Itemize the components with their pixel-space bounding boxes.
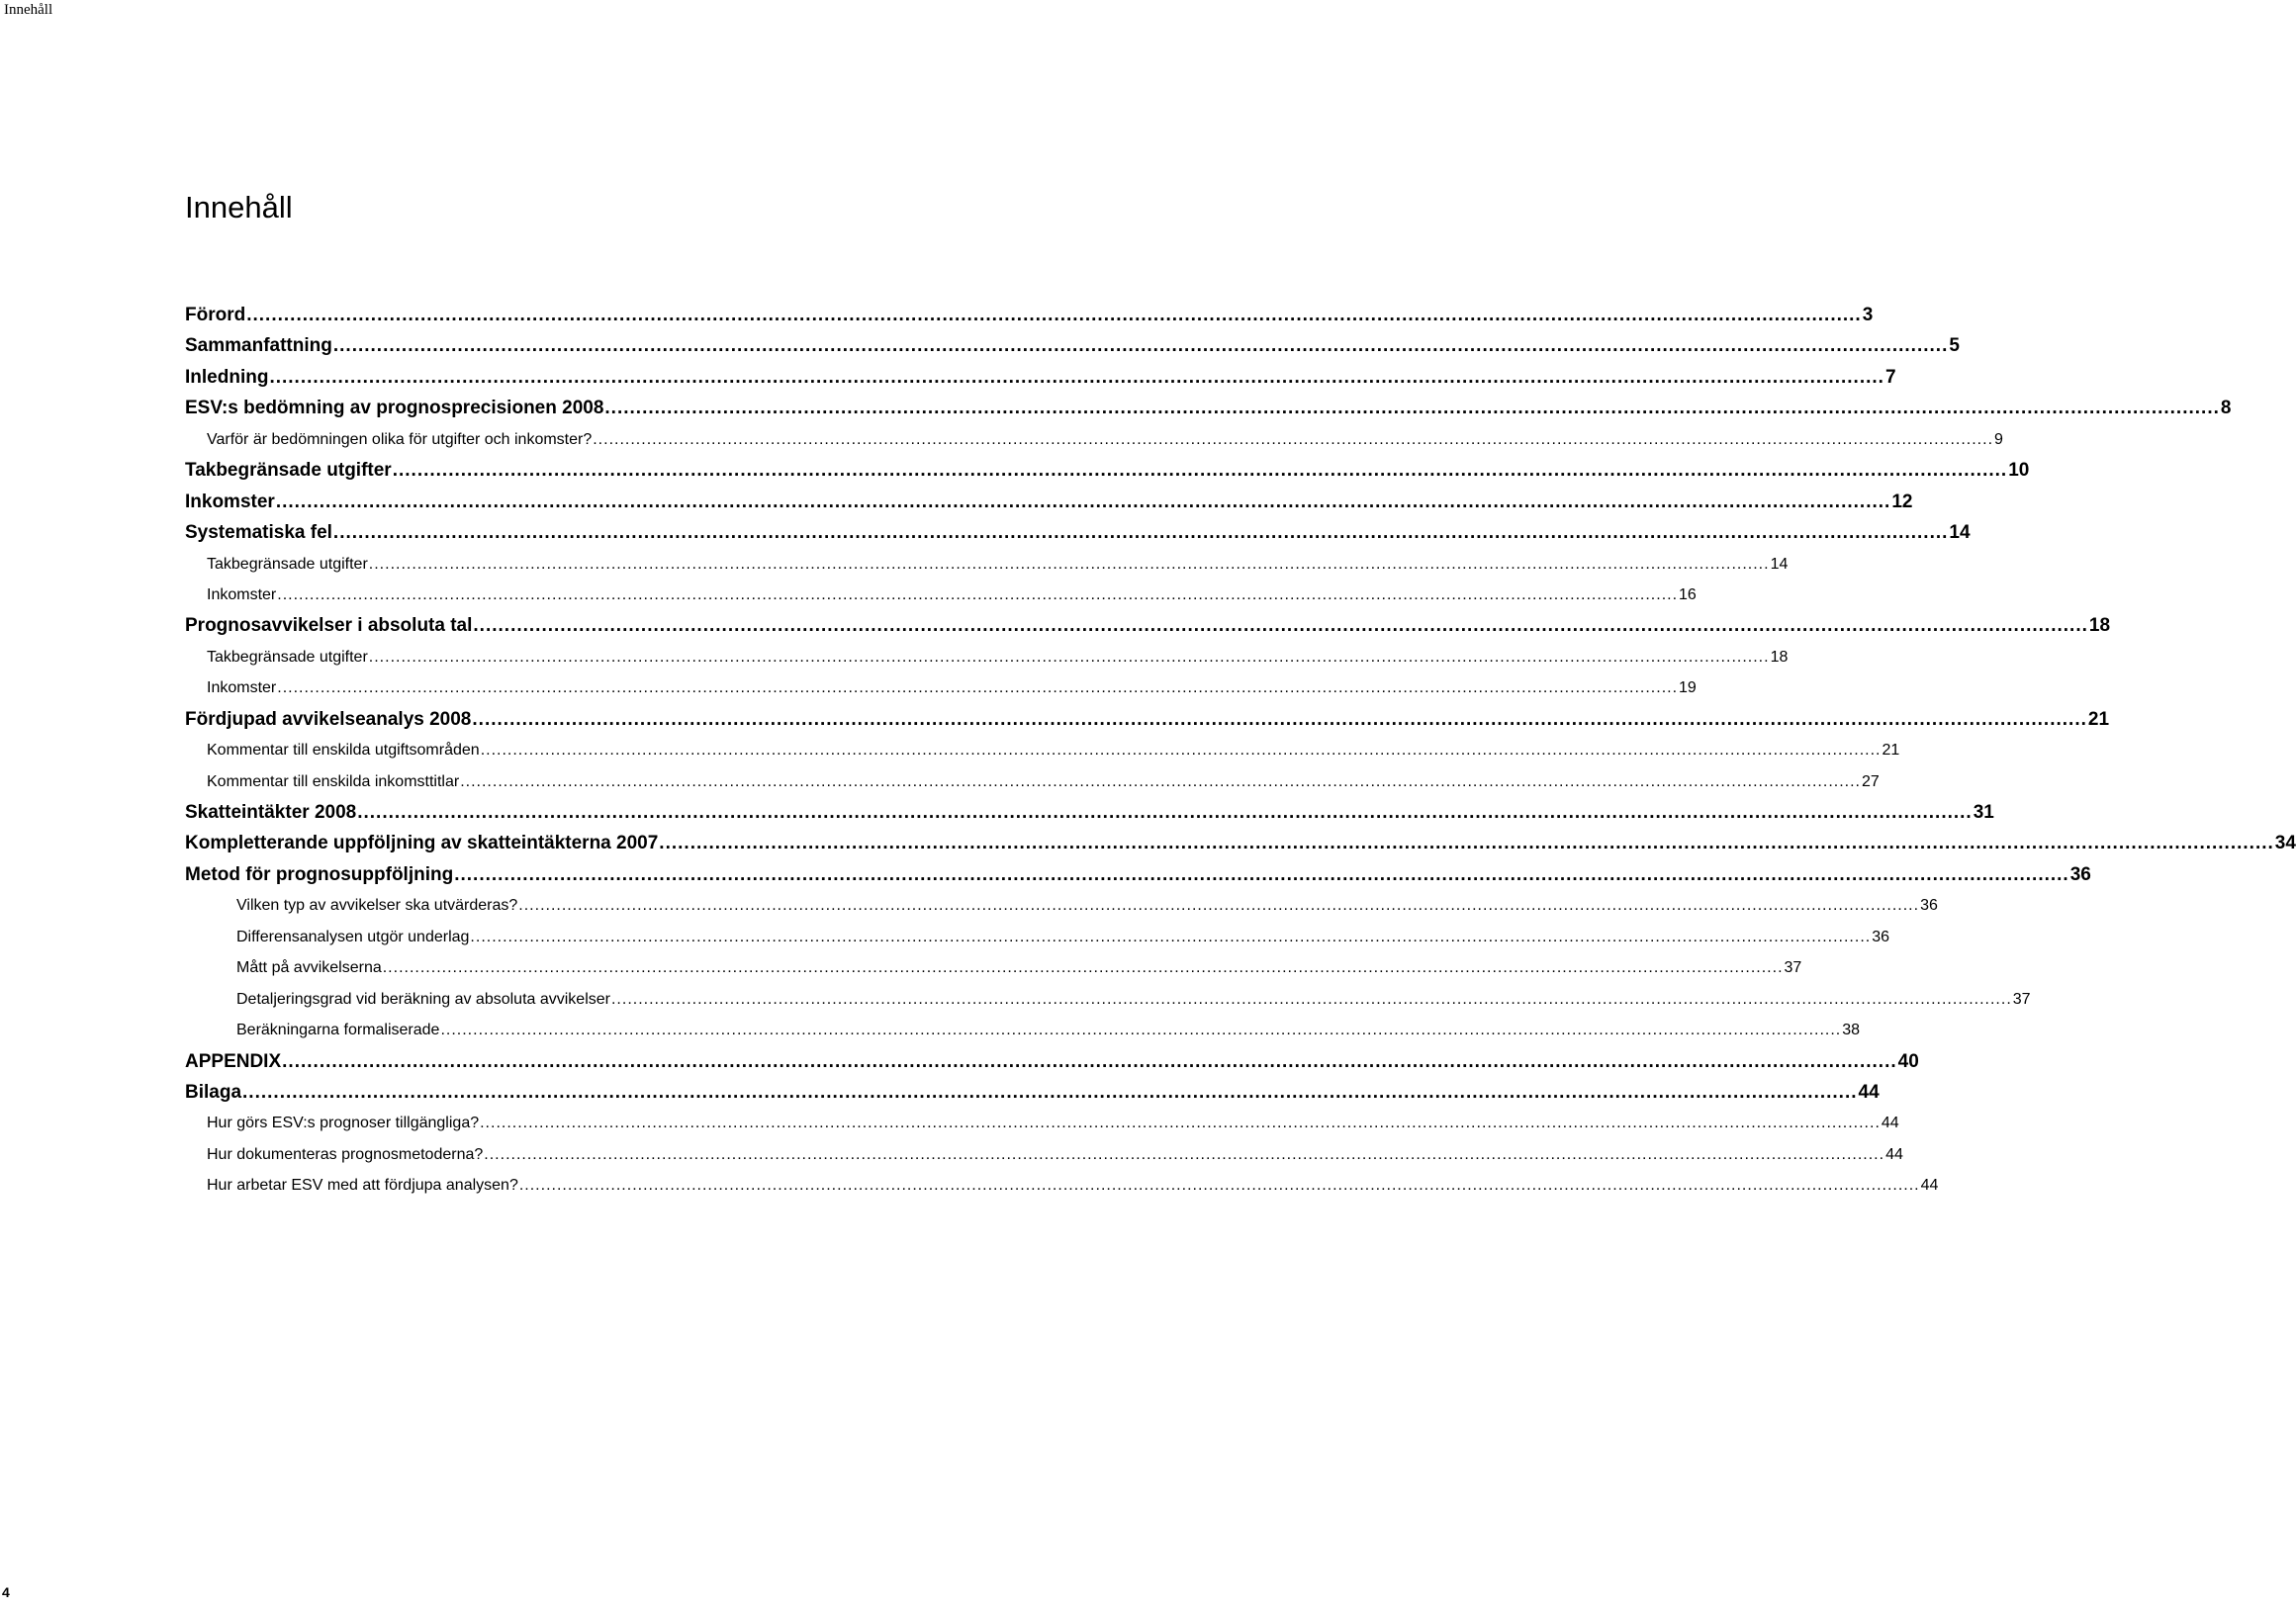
toc-leader-dots: .................................................................................................................................................................................................................................................................... bbox=[518, 1177, 1920, 1195]
toc-entry-page[interactable]: 14 bbox=[1770, 555, 1789, 573]
page-number: 4 bbox=[2, 1584, 10, 1600]
toc-entry[interactable] bbox=[0, 330, 1960, 361]
toc-entry[interactable] bbox=[0, 1077, 1880, 1108]
toc-entry[interactable] bbox=[0, 610, 2111, 641]
toc-entry-line[interactable] bbox=[185, 487, 1913, 517]
toc-leader-dots: .................................................................................................................................................................................................................................................................... bbox=[275, 491, 1891, 512]
toc-entry-page[interactable]: 36 bbox=[1872, 928, 1889, 945]
toc-entry[interactable] bbox=[0, 672, 1697, 703]
toc-entry-label[interactable]: Kompletterande uppföljning av skatteintäkterna 2007 bbox=[185, 833, 659, 854]
toc-entry-line[interactable] bbox=[236, 890, 1938, 921]
toc-entry-label[interactable]: Inkomster bbox=[185, 491, 275, 512]
toc-leader-dots: .................................................................................................................................................................................................................................................................... bbox=[392, 460, 2008, 482]
toc-entry-line[interactable] bbox=[185, 797, 1994, 828]
toc-entry-page[interactable]: 31 bbox=[1973, 802, 1994, 823]
toc-entry-line[interactable] bbox=[185, 393, 2232, 423]
toc-entry-page[interactable]: 21 bbox=[2087, 708, 2110, 730]
toc-entry-line[interactable] bbox=[236, 922, 1889, 952]
toc-entry[interactable] bbox=[0, 828, 2296, 858]
toc-leader-dots: .................................................................................................................................................................................................................................................................... bbox=[332, 522, 1949, 544]
toc-entry[interactable] bbox=[0, 1046, 1919, 1077]
toc-leader-dots: .................................................................................................................................................................................................................................................................... bbox=[659, 833, 2274, 854]
toc-entry-line[interactable] bbox=[185, 828, 2296, 858]
toc-leader-dots: .................................................................................................................................................................................................................................................................... bbox=[277, 679, 1679, 697]
toc-entry-line[interactable] bbox=[207, 549, 1789, 580]
toc-entry-label[interactable]: Inkomster bbox=[207, 679, 277, 697]
toc-entry-label[interactable]: Beräkningarna formaliserade bbox=[236, 1022, 440, 1039]
toc-entry-label[interactable]: Bilaga bbox=[185, 1081, 242, 1103]
toc-entry-line[interactable] bbox=[185, 704, 2110, 735]
toc-entry-page[interactable]: 16 bbox=[1679, 585, 1697, 603]
toc-leader-dots: .................................................................................................................................................................................................................................................................... bbox=[454, 863, 2069, 885]
toc-entry[interactable] bbox=[0, 704, 2110, 735]
toc-entry-label[interactable]: Kommentar till enskilda utgiftsområden bbox=[207, 742, 480, 760]
toc-leader-dots: .................................................................................................................................................................................................................................................................... bbox=[277, 585, 1679, 603]
toc-entry-label[interactable]: Sammanfattning bbox=[185, 335, 332, 357]
toc-entry-page[interactable]: 14 bbox=[1949, 522, 1971, 544]
toc-entry-page[interactable]: 3 bbox=[1862, 305, 1874, 325]
toc-entry-line[interactable] bbox=[207, 1139, 1903, 1170]
toc-entry-label[interactable]: Förord bbox=[185, 305, 246, 325]
toc-entry-label[interactable]: Varför är bedömningen olika för utgifter och inkomster? bbox=[207, 430, 593, 448]
toc-entry-line[interactable] bbox=[236, 984, 2031, 1015]
toc-entry-line[interactable] bbox=[207, 766, 1880, 797]
toc-leader-dots: .................................................................................................................................................................................................................................................................... bbox=[470, 928, 1872, 945]
toc-entry[interactable] bbox=[0, 1170, 1939, 1201]
toc-leader-dots: .................................................................................................................................................................................................................................................................... bbox=[518, 897, 1920, 915]
toc-leader-dots: .................................................................................................................................................................................................................................................................... bbox=[382, 959, 1784, 977]
toc-leader-dots: .................................................................................................................................................................................................................................................................... bbox=[460, 772, 1861, 790]
toc-entry-label[interactable]: Mått på avvikelserna bbox=[236, 959, 382, 977]
toc-entry-line[interactable] bbox=[185, 362, 1896, 393]
toc-entry[interactable] bbox=[0, 952, 1802, 983]
toc-entry-page[interactable]: 44 bbox=[1858, 1081, 1880, 1103]
toc-entry-label[interactable]: Skatteintäkter 2008 bbox=[185, 802, 357, 823]
toc-entry-page[interactable]: 10 bbox=[2008, 460, 2030, 482]
toc-entry[interactable] bbox=[0, 922, 1889, 952]
toc-entry-page[interactable]: 18 bbox=[1770, 648, 1789, 666]
toc-entry-page[interactable]: 5 bbox=[1949, 335, 1960, 357]
toc-entry-page[interactable]: 37 bbox=[1784, 959, 1802, 977]
toc-entry[interactable] bbox=[0, 393, 2232, 423]
toc-entry-page[interactable]: 36 bbox=[2069, 863, 2091, 885]
toc-entry-label[interactable]: Inledning bbox=[185, 366, 269, 388]
toc-leader-dots: .................................................................................................................................................................................................................................................................... bbox=[484, 1145, 1885, 1163]
toc-entry-line[interactable] bbox=[207, 1170, 1939, 1201]
toc-entry-page[interactable]: 34 bbox=[2274, 833, 2296, 854]
toc-entry-page[interactable]: 38 bbox=[1842, 1022, 1861, 1039]
toc-entry-label[interactable]: Vilken typ av avvikelser ska utvärderas? bbox=[236, 897, 518, 915]
toc-entry-label[interactable]: Differensanalysen utgör underlag bbox=[236, 928, 470, 945]
toc-entry[interactable] bbox=[0, 455, 2030, 486]
toc-entry-label[interactable]: Prognosavvikelser i absoluta tal bbox=[185, 615, 473, 637]
toc-entry-line[interactable] bbox=[185, 859, 2091, 890]
toc-leader-dots: .................................................................................................................................................................................................................................................................... bbox=[440, 1022, 1842, 1039]
toc-leader-dots: .................................................................................................................................................................................................................................................................... bbox=[610, 990, 2012, 1008]
toc-leader-dots: .................................................................................................................................................................................................................................................................... bbox=[480, 1115, 1881, 1132]
toc-entry-line[interactable] bbox=[207, 580, 1697, 610]
toc-leader-dots: .................................................................................................................................................................................................................................................................... bbox=[242, 1081, 1858, 1103]
running-header: Innehåll bbox=[4, 2, 53, 18]
toc-entry-page[interactable]: 44 bbox=[1881, 1115, 1899, 1132]
toc-entry-line[interactable] bbox=[185, 455, 2030, 486]
toc-leader-dots: .................................................................................................................................................................................................................................................................... bbox=[332, 335, 1949, 357]
toc-entry-page[interactable]: 18 bbox=[2088, 615, 2111, 637]
toc-leader-dots: .................................................................................................................................................................................................................................................................... bbox=[246, 305, 1862, 325]
toc-entry-page[interactable]: 19 bbox=[1679, 679, 1697, 697]
toc-entry-line[interactable] bbox=[236, 1015, 1861, 1045]
toc-entry[interactable] bbox=[0, 1015, 1861, 1045]
toc-leader-dots: .................................................................................................................................................................................................................................................................... bbox=[472, 708, 2087, 730]
toc-entry-label[interactable]: Kommentar till enskilda inkomsttitlar bbox=[207, 772, 460, 790]
toc-entry-page[interactable]: 27 bbox=[1861, 772, 1880, 790]
toc-entry-line[interactable] bbox=[236, 952, 1802, 983]
toc-entry-label[interactable]: Takbegränsade utgifter bbox=[207, 555, 368, 573]
toc-entry-page[interactable]: 37 bbox=[2012, 990, 2031, 1008]
toc-entry[interactable] bbox=[0, 642, 1789, 672]
toc-entry[interactable] bbox=[0, 580, 1697, 610]
toc-entry-label[interactable]: Fördjupad avvikelseanalys 2008 bbox=[185, 708, 472, 730]
toc-entry-label[interactable]: Detaljeringsgrad vid beräkning av absoluta avvikelser bbox=[236, 990, 610, 1008]
toc-entry-page[interactable]: 40 bbox=[1897, 1050, 1919, 1072]
table-of-contents bbox=[0, 300, 2296, 1202]
toc-leader-dots: .................................................................................................................................................................................................................................................................... bbox=[368, 555, 1770, 573]
toc-entry[interactable] bbox=[0, 797, 1994, 828]
toc-entry-label[interactable]: Takbegränsade utgifter bbox=[207, 648, 368, 666]
toc-entry-label[interactable]: APPENDIX bbox=[185, 1050, 282, 1072]
toc-entry-line[interactable] bbox=[207, 642, 1789, 672]
toc-leader-dots: .................................................................................................................................................................................................................................................................... bbox=[357, 802, 1973, 823]
toc-entry-line[interactable] bbox=[185, 330, 1960, 361]
toc-entry-label[interactable]: Inkomster bbox=[207, 585, 277, 603]
toc-entry-line[interactable] bbox=[185, 300, 1874, 330]
toc-entry-line[interactable] bbox=[207, 672, 1697, 703]
toc-entry-page[interactable]: 12 bbox=[1891, 491, 1913, 512]
toc-entry-page[interactable]: 9 bbox=[1994, 430, 2003, 448]
toc-leader-dots: .................................................................................................................................................................................................................................................................... bbox=[604, 398, 2220, 419]
toc-entry[interactable] bbox=[0, 424, 2003, 455]
toc-entry-line[interactable] bbox=[207, 424, 2003, 455]
toc-entry-page[interactable]: 7 bbox=[1884, 366, 1896, 388]
toc-entry-line[interactable] bbox=[207, 1108, 1899, 1138]
toc-leader-dots: .................................................................................................................................................................................................................................................................... bbox=[282, 1050, 1897, 1072]
toc-entry[interactable] bbox=[0, 549, 1789, 580]
toc-entry[interactable] bbox=[0, 300, 1874, 330]
toc-entry-page[interactable]: 44 bbox=[1885, 1145, 1903, 1163]
toc-entry-label[interactable]: Takbegränsade utgifter bbox=[185, 460, 392, 482]
toc-entry[interactable] bbox=[0, 487, 1913, 517]
toc-entry[interactable] bbox=[0, 362, 1896, 393]
toc-entry[interactable] bbox=[0, 1108, 1899, 1138]
toc-entry-line[interactable] bbox=[185, 1046, 1919, 1077]
toc-entry-line[interactable] bbox=[185, 517, 1971, 548]
toc-entry[interactable] bbox=[0, 517, 1971, 548]
toc-entry[interactable] bbox=[0, 766, 1880, 797]
toc-entry-page[interactable]: 21 bbox=[1882, 742, 1900, 760]
toc-title: Innehåll bbox=[185, 190, 293, 224]
toc-leader-dots: .................................................................................................................................................................................................................................................................... bbox=[473, 615, 2088, 637]
toc-entry-label[interactable]: Metod för prognosuppföljning bbox=[185, 863, 454, 885]
toc-leader-dots: .................................................................................................................................................................................................................................................................... bbox=[480, 742, 1882, 760]
toc-entry-page[interactable]: 8 bbox=[2220, 398, 2232, 419]
toc-entry-label[interactable]: Hur arbetar ESV med att fördjupa analysen? bbox=[207, 1177, 518, 1195]
toc-entry-line[interactable] bbox=[185, 610, 2111, 641]
toc-entry[interactable] bbox=[0, 1139, 1903, 1170]
toc-entry-label[interactable]: Systematiska fel bbox=[185, 522, 332, 544]
toc-entry[interactable] bbox=[0, 984, 2031, 1015]
toc-leader-dots: .................................................................................................................................................................................................................................................................... bbox=[269, 366, 1884, 388]
toc-entry-line[interactable] bbox=[185, 1077, 1880, 1108]
toc-entry[interactable] bbox=[0, 859, 2091, 890]
toc-entry-label[interactable]: ESV:s bedömning av prognosprecisionen 2008 bbox=[185, 398, 604, 419]
toc-leader-dots: .................................................................................................................................................................................................................................................................... bbox=[368, 648, 1770, 666]
toc-entry-page[interactable]: 36 bbox=[1920, 897, 1938, 915]
toc-entry[interactable] bbox=[0, 735, 1900, 765]
toc-entry-label[interactable]: Hur görs ESV:s prognoser tillgängliga? bbox=[207, 1115, 480, 1132]
toc-entry[interactable] bbox=[0, 890, 1938, 921]
toc-leader-dots: .................................................................................................................................................................................................................................................................... bbox=[593, 430, 1994, 448]
toc-entry-label[interactable]: Hur dokumenteras prognosmetoderna? bbox=[207, 1145, 484, 1163]
toc-entry-page[interactable]: 44 bbox=[1920, 1177, 1939, 1195]
toc-entry-line[interactable] bbox=[207, 735, 1900, 765]
